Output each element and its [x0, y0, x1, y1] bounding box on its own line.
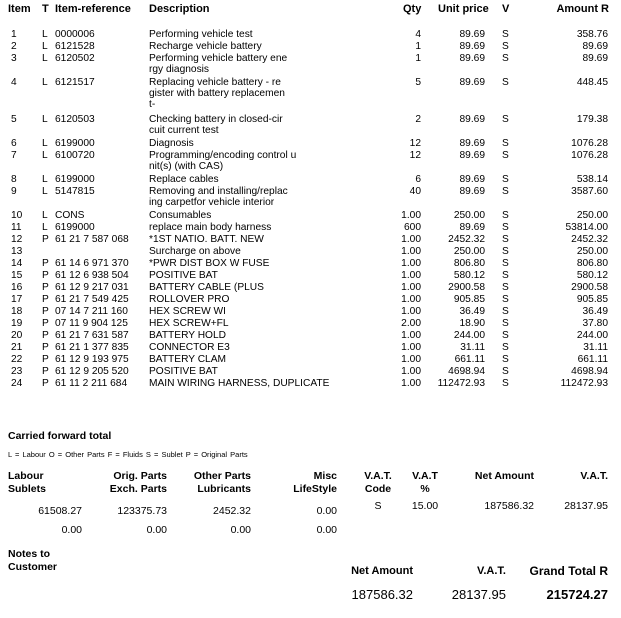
- item-type: P: [42, 354, 49, 365]
- item-amount: 112472.93: [560, 378, 608, 389]
- item-qty: 40: [409, 186, 421, 197]
- item-unit-price: 89.69: [459, 186, 485, 197]
- item-reference: 61 12 6 938 504: [55, 270, 129, 281]
- item-amount: 806.80: [576, 258, 608, 269]
- item-amount: 2900.58: [571, 282, 608, 293]
- item-vat-code: S: [502, 186, 509, 197]
- item-number: 2: [11, 41, 17, 52]
- item-reference: CONS: [55, 210, 85, 221]
- item-type: L: [42, 174, 48, 185]
- item-unit-price: 31.11: [460, 342, 485, 353]
- item-reference: 61 21 7 631 587: [55, 330, 129, 341]
- item-qty: 1.00: [401, 234, 421, 245]
- item-reference: 6121517: [55, 77, 95, 88]
- item-description: POSITIVE BAT: [149, 366, 218, 377]
- lubricants-total: 0.00: [230, 524, 251, 536]
- item-number: 9: [11, 186, 17, 197]
- type-legend: L = Labour O = Other Parts F = Fluids S = Sublet P = Original Parts: [8, 450, 248, 459]
- header-vat-amount: V.A.T.: [580, 470, 608, 482]
- item-type: P: [42, 234, 49, 245]
- item-unit-price: 250.00: [453, 210, 485, 221]
- item-vat-code: S: [502, 77, 509, 88]
- exch-parts-total: 0.00: [146, 524, 167, 536]
- item-qty: 5: [415, 77, 421, 88]
- item-unit-price: 89.69: [459, 114, 485, 125]
- other-parts-total: 2452.32: [213, 505, 251, 517]
- item-unit-price: 2452.32: [448, 234, 485, 245]
- item-number: 21: [11, 342, 23, 353]
- item-description: BATTERY HOLD: [149, 330, 226, 341]
- item-number: 23: [11, 366, 23, 377]
- item-description: Surcharge on above: [149, 246, 241, 257]
- item-unit-price: 18.90: [459, 318, 485, 329]
- item-number: 5: [11, 114, 17, 125]
- item-description: HEX SCREW WI: [149, 306, 226, 317]
- item-type: P: [42, 306, 49, 317]
- item-qty: 6: [415, 174, 421, 185]
- item-qty: 12: [409, 150, 421, 161]
- header-labour-sublets: Labour Sublets: [8, 470, 46, 495]
- header-net-amount: Net Amount: [474, 470, 534, 482]
- item-number: 13: [11, 246, 23, 257]
- lifestyle-total: 0.00: [316, 524, 337, 536]
- item-type: P: [42, 282, 49, 293]
- item-description: Programming/encoding control u nit(s) (with CAS): [149, 150, 297, 172]
- item-description: BATTERY CLAM: [149, 354, 226, 365]
- item-description: ROLLOVER PRO: [149, 294, 230, 305]
- item-amount: 89.69: [582, 41, 608, 52]
- item-amount: 179.38: [576, 114, 608, 125]
- item-type: P: [42, 258, 49, 269]
- item-reference: 07 11 9 904 125: [55, 318, 128, 329]
- item-vat-code: S: [502, 282, 509, 293]
- item-type: P: [42, 342, 49, 353]
- item-vat-code: S: [502, 354, 509, 365]
- item-qty: 1: [415, 41, 421, 52]
- item-vat-code: S: [502, 210, 509, 221]
- item-amount: 538.14: [576, 174, 608, 185]
- item-vat-code: S: [502, 150, 509, 161]
- item-qty: 1.00: [401, 210, 421, 221]
- item-amount: 3587.60: [571, 186, 608, 197]
- item-qty: 1.00: [401, 246, 421, 257]
- item-amount: 580.12: [576, 270, 608, 281]
- item-description: Replacing vehicle battery - re gister with battery replacemen t-: [149, 77, 285, 110]
- item-vat-code: S: [502, 114, 509, 125]
- item-type: L: [42, 114, 48, 125]
- column-header-reference: Item-reference: [55, 3, 131, 15]
- item-unit-price: 89.69: [459, 138, 485, 149]
- item-reference: 0000006: [55, 29, 95, 40]
- item-vat-code: S: [502, 342, 509, 353]
- item-vat-code: S: [502, 174, 509, 185]
- item-vat-code: S: [502, 306, 509, 317]
- item-type: P: [42, 294, 49, 305]
- item-reference: 6199000: [55, 174, 95, 185]
- item-qty: 1.00: [401, 306, 421, 317]
- item-reference: 61 11 2 211 684: [55, 378, 128, 389]
- item-amount: 89.69: [582, 53, 608, 64]
- item-reference: 07 14 7 211 160: [55, 306, 128, 317]
- vat-code-value: S: [374, 500, 382, 512]
- item-qty: 600: [404, 222, 421, 233]
- item-reference: 5147815: [55, 186, 95, 197]
- vat-amount-value: 28137.95: [564, 500, 608, 512]
- item-number: 24: [11, 378, 23, 389]
- item-amount: 37.80: [582, 318, 608, 329]
- item-qty: 1.00: [401, 330, 421, 341]
- column-header-type: T: [42, 3, 49, 15]
- item-description: *1ST NATIO. BATT. NEW: [149, 234, 264, 245]
- item-amount: 1076.28: [571, 150, 608, 161]
- item-reference: 6121528: [55, 41, 95, 52]
- item-type: L: [42, 53, 48, 64]
- item-vat-code: S: [502, 222, 509, 233]
- item-amount: 4698.94: [571, 366, 608, 377]
- vat-percent-value: 15.00: [411, 500, 439, 512]
- item-number: 14: [11, 258, 23, 269]
- item-vat-code: S: [502, 378, 509, 389]
- item-qty: 1.00: [401, 342, 421, 353]
- item-unit-price: 36.49: [459, 306, 485, 317]
- orig-parts-total: 123375.73: [117, 505, 167, 517]
- item-number: 17: [11, 294, 23, 305]
- item-amount: 661.11: [577, 354, 608, 365]
- item-unit-price: 89.69: [459, 29, 485, 40]
- item-number: 12: [11, 234, 23, 245]
- misc-total: 0.00: [316, 505, 337, 517]
- item-vat-code: S: [502, 138, 509, 149]
- item-unit-price: 905.85: [453, 294, 485, 305]
- grand-net-amount-value: 187586.32: [351, 587, 413, 602]
- net-amount-value: 187586.32: [484, 500, 534, 512]
- item-number: 15: [11, 270, 23, 281]
- item-type: L: [42, 210, 48, 221]
- header-other-parts-lubricants: Other Parts Lubricants: [193, 470, 251, 495]
- item-number: 20: [11, 330, 23, 341]
- item-type: P: [42, 270, 49, 281]
- item-type: L: [42, 77, 48, 88]
- labour-total: 61508.27: [38, 505, 82, 517]
- item-type: P: [42, 366, 49, 377]
- item-reference: 61 21 7 549 425: [55, 294, 129, 305]
- item-amount: 53814.00: [565, 222, 608, 233]
- item-vat-code: S: [502, 53, 509, 64]
- item-type: L: [42, 29, 48, 40]
- item-amount: 36.49: [582, 306, 608, 317]
- item-vat-code: S: [502, 270, 509, 281]
- item-description: Recharge vehicle battery: [149, 41, 262, 52]
- column-header-amount: Amount R: [556, 3, 609, 15]
- item-amount: 31.11: [583, 342, 608, 353]
- item-number: 10: [11, 210, 23, 221]
- item-qty: 12: [409, 138, 421, 149]
- item-unit-price: 112472.93: [437, 378, 485, 389]
- column-header-qty: Qty: [403, 3, 422, 15]
- item-number: 1: [11, 29, 17, 40]
- item-unit-price: 661.11: [454, 354, 485, 365]
- item-vat-code: S: [502, 330, 509, 341]
- item-description: Replace cables: [149, 174, 219, 185]
- item-type: L: [42, 41, 48, 52]
- column-header-description: Description: [149, 3, 210, 15]
- item-amount: 358.76: [576, 29, 608, 40]
- item-description: HEX SCREW+FL: [149, 318, 229, 329]
- item-unit-price: 806.80: [453, 258, 485, 269]
- grand-vat-value: 28137.95: [451, 587, 506, 602]
- item-unit-price: 89.69: [459, 41, 485, 52]
- item-vat-code: S: [502, 294, 509, 305]
- item-reference: 6120503: [55, 114, 95, 125]
- grand-total-value: 215724.27: [546, 587, 608, 602]
- item-description: Diagnosis: [149, 138, 194, 149]
- item-reference: 6120502: [55, 53, 95, 64]
- item-reference: 61 12 9 217 031: [55, 282, 129, 293]
- item-number: 3: [11, 53, 17, 64]
- carried-forward-title: Carried forward total: [8, 430, 112, 442]
- item-vat-code: S: [502, 246, 509, 257]
- item-number: 22: [11, 354, 23, 365]
- item-vat-code: S: [502, 29, 509, 40]
- item-number: 4: [11, 77, 17, 88]
- header-misc-lifestyle: Misc LifeStyle: [293, 470, 337, 495]
- item-qty: 1.00: [401, 366, 421, 377]
- item-vat-code: S: [502, 234, 509, 245]
- item-amount: 2452.32: [571, 234, 608, 245]
- item-description: CONNECTOR E3: [149, 342, 230, 353]
- item-qty: 1.00: [401, 258, 421, 269]
- item-number: 8: [11, 174, 17, 185]
- item-reference: 61 12 9 205 520: [55, 366, 129, 377]
- item-type: L: [42, 222, 48, 233]
- item-vat-code: S: [502, 366, 509, 377]
- item-qty: 1.00: [401, 378, 421, 389]
- grand-vat-label: V.A.T.: [477, 565, 506, 577]
- grand-net-amount-label: Net Amount: [351, 565, 413, 577]
- item-qty: 1.00: [401, 354, 421, 365]
- item-description: replace main body harness: [149, 222, 272, 233]
- item-unit-price: 580.12: [453, 270, 485, 281]
- grand-total-label: Grand Total R: [529, 564, 608, 578]
- item-description: Performing vehicle battery ene rgy diagnosis: [149, 53, 288, 75]
- item-unit-price: 89.69: [459, 77, 485, 88]
- item-amount: 250.00: [576, 210, 608, 221]
- item-qty: 1.00: [401, 294, 421, 305]
- item-number: 18: [11, 306, 23, 317]
- item-reference: 6100720: [55, 150, 95, 161]
- item-reference: 6199000: [55, 138, 95, 149]
- header-orig-exch-parts: Orig. Parts Exch. Parts: [109, 470, 167, 495]
- item-type: L: [42, 186, 48, 197]
- item-vat-code: S: [502, 41, 509, 52]
- column-header-vat: V: [502, 3, 510, 15]
- item-description: POSITIVE BAT: [149, 270, 218, 281]
- item-amount: 448.45: [576, 77, 608, 88]
- item-qty: 1.00: [401, 282, 421, 293]
- sublets-total: 0.00: [61, 524, 82, 536]
- item-unit-price: 2900.58: [448, 282, 485, 293]
- item-reference: 61 21 7 587 068: [55, 234, 129, 245]
- item-number: 7: [11, 150, 17, 161]
- item-description: Removing and installing/replac ing carpetfor vehicle interior: [149, 186, 288, 208]
- item-amount: 905.85: [576, 294, 608, 305]
- item-number: 11: [11, 222, 22, 233]
- column-header-item: Item: [8, 3, 31, 15]
- item-unit-price: 4698.94: [448, 366, 485, 377]
- item-unit-price: 89.69: [459, 222, 485, 233]
- item-qty: 2.00: [401, 318, 421, 329]
- item-unit-price: 250.00: [453, 246, 485, 257]
- column-header-unit-price: Unit price: [438, 3, 489, 15]
- item-reference: 61 14 6 971 370: [55, 258, 129, 269]
- notes-to-customer-label: Notes to Customer: [8, 548, 58, 573]
- item-reference: 61 21 1 377 835: [55, 342, 129, 353]
- item-type: L: [42, 150, 48, 161]
- item-reference: 6199000: [55, 222, 95, 233]
- item-amount: 1076.28: [571, 138, 608, 149]
- item-unit-price: 89.69: [459, 53, 485, 64]
- item-unit-price: 89.69: [459, 174, 485, 185]
- item-description: MAIN WIRING HARNESS, DUPLICATE: [149, 378, 330, 389]
- item-reference: 61 12 9 193 975: [55, 354, 129, 365]
- header-vat-percent: V.A.T %: [412, 470, 438, 495]
- item-number: 19: [11, 318, 23, 329]
- item-qty: 1.00: [401, 270, 421, 281]
- item-description: Checking battery in closed-cir cuit current test: [149, 114, 283, 136]
- item-type: P: [42, 318, 49, 329]
- item-description: Consumables: [149, 210, 212, 221]
- item-type: P: [42, 378, 49, 389]
- item-type: L: [42, 138, 48, 149]
- item-description: Performing vehicle test: [149, 29, 253, 40]
- item-number: 16: [11, 282, 23, 293]
- item-vat-code: S: [502, 318, 509, 329]
- item-description: BATTERY CABLE (PLUS: [149, 282, 264, 293]
- header-vat-code: V.A.T. Code: [364, 470, 392, 495]
- item-description: *PWR DIST BOX W FUSE: [149, 258, 270, 269]
- item-unit-price: 244.00: [453, 330, 485, 341]
- item-qty: 2: [415, 114, 421, 125]
- item-amount: 250.00: [576, 246, 608, 257]
- item-number: 6: [11, 138, 17, 149]
- item-type: P: [42, 330, 49, 341]
- item-qty: 4: [415, 29, 421, 40]
- item-unit-price: 89.69: [459, 150, 485, 161]
- item-amount: 244.00: [576, 330, 608, 341]
- item-vat-code: S: [502, 258, 509, 269]
- item-qty: 1: [415, 53, 421, 64]
